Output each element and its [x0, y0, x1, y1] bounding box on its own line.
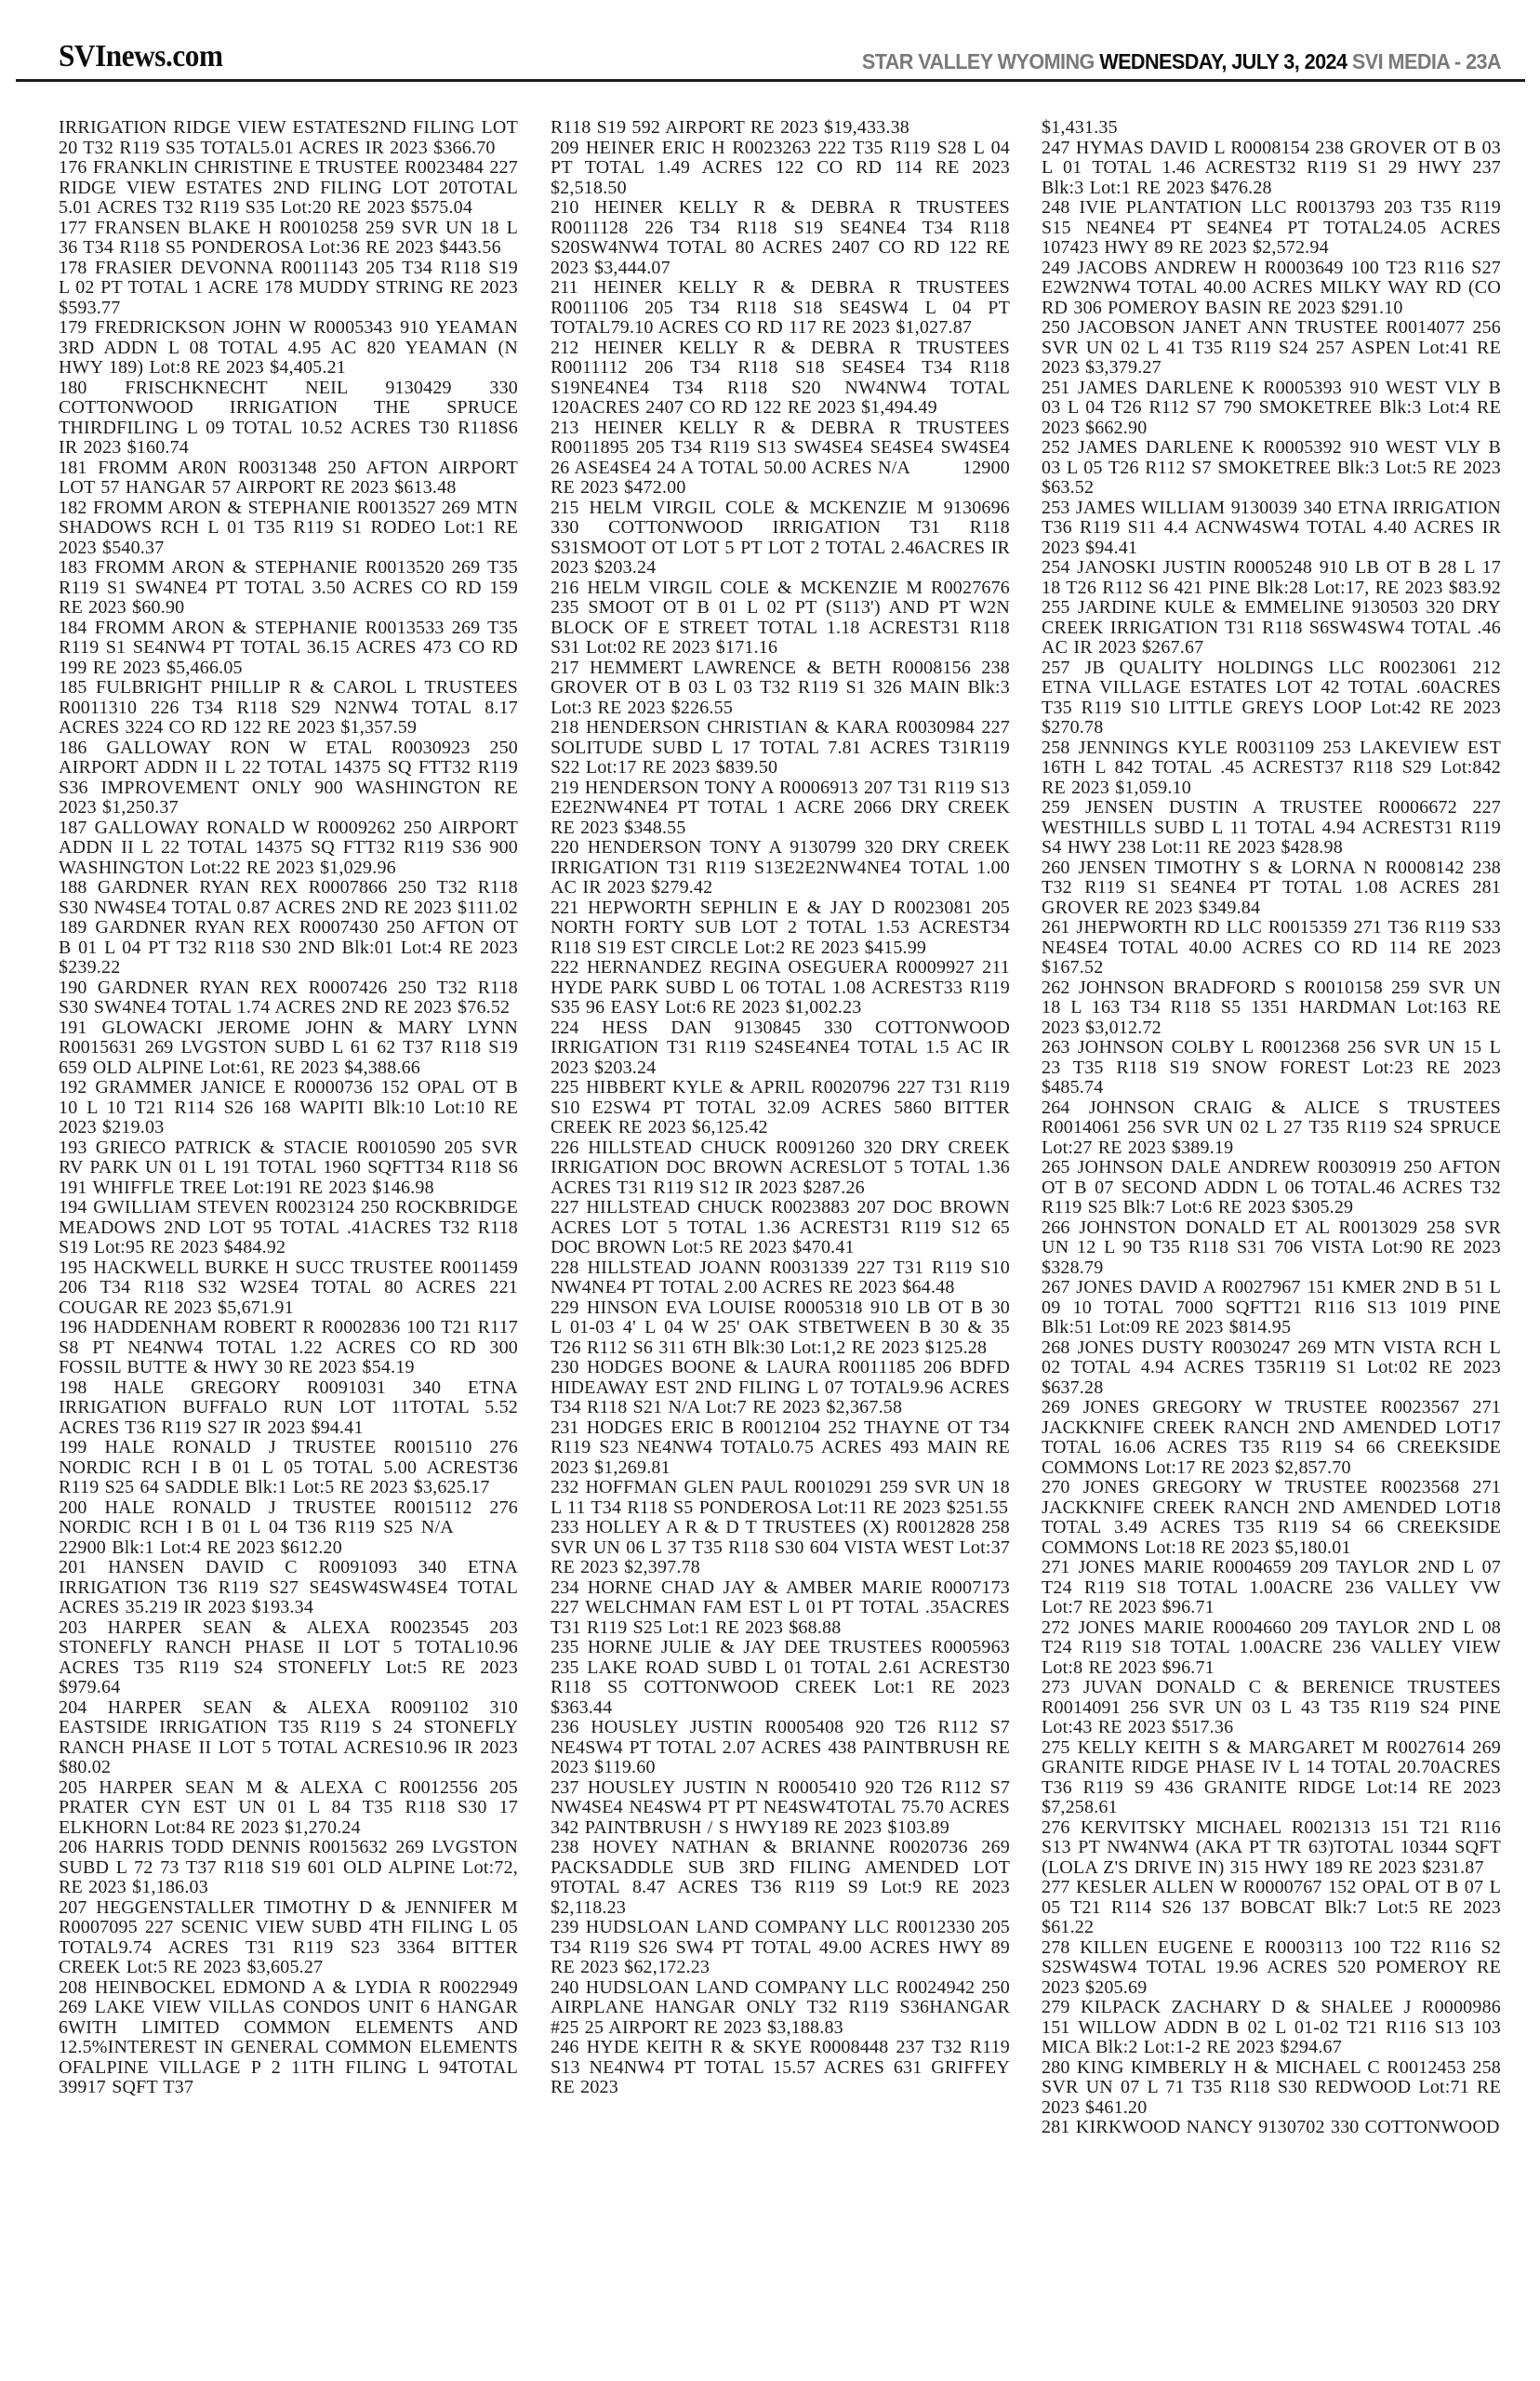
- property-listing-entry: 187 GALLOWAY RONALD W R0009262 250 AIRPORT ADDN II L 22 TOTAL 14375 SQ FTT32 R119 S36 900 WASHINGTON Lot:22 RE 2023 $1,029.96: [59, 817, 518, 878]
- property-listing-entry: 235 HORNE JULIE & JAY DEE TRUSTEES R0005963 235 LAKE ROAD SUBD L 01 TOTAL 2.61 ACREST30 R118 S5 COTTONWOOD CREEK Lot:1 RE 2023 $363.44: [551, 1637, 1010, 1718]
- property-listing-entry: 179 FREDRICKSON JOHN W R0005343 910 YEAMAN 3RD ADDN L 08 TOTAL 4.95 AC 820 YEAMAN (N HWY 189) Lot:8 RE 2023 $4,405.21: [59, 317, 518, 378]
- property-listing-entry: 189 GARDNER RYAN REX R0007430 250 AFTON OT B 01 L 04 PT T32 R118 S30 2ND Blk:01 Lot:4 RE 2023 $239.22: [59, 917, 518, 978]
- property-listing-entry: 228 HILLSTEAD JOANN R0031339 227 T31 R119 S10 NW4NE4 PT TOTAL 2.00 ACRES RE 2023 $64.48: [551, 1257, 1010, 1297]
- property-listing-entry: 206 HARRIS TODD DENNIS R0015632 269 LVGSTON SUBD L 72 73 T37 R118 S19 601 OLD ALPINE Lot:72, RE 2023 $1,186.03: [59, 1837, 518, 1897]
- property-listing-entry: 226 HILLSTEAD CHUCK R0091260 320 DRY CREEK IRRIGATION DOC BROWN ACRESLOT 5 TOTAL 1.36 ACRES T31 R119 S12 IR 2023 $287.26: [551, 1137, 1010, 1198]
- property-listing-entry: 246 HYDE KEITH R & SKYE R0008448 237 T32 R119 S13 NE4NW4 PT TOTAL 15.57 ACRES 631 GRIFFEY RE 2023: [551, 2037, 1010, 2097]
- property-listing-entry: 199 HALE RONALD J TRUSTEE R0015110 276 NORDIC RCH I B 01 L 05 TOTAL 5.00 ACREST36 R119 S25 64 SADDLE Blk:1 Lot:5 RE 2023 $3,625.17: [59, 1437, 518, 1497]
- property-listing-entry: 212 HEINER KELLY R & DEBRA R TRUSTEES R0011112 206 T34 R118 S18 SE4SE4 T34 R118 S19NE4NE4 T34 R118 S20 NW4NW4 TOTAL 120ACRES 2407 CO RD 122 RE 2023 $1,494.49: [551, 337, 1010, 418]
- property-listing-entry: 275 KELLY KEITH S & MARGARET M R0027614 269 GRANITE RIDGE PHASE IV L 14 TOTAL 20.70ACRES T36 R119 S9 436 GRANITE RIDGE Lot:14 RE 2023 $7,258.61: [1042, 1736, 1501, 1817]
- property-listing-entry: 194 GWILLIAM STEVEN R0023124 250 ROCKBRIDGE MEADOWS 2ND LOT 95 TOTAL .41ACRES T32 R118 S19 Lot:95 RE 2023 $484.92: [59, 1197, 518, 1257]
- property-listing-entry: 234 HORNE CHAD JAY & AMBER MARIE R0007173 227 WELCHMAN FAM EST L 01 PT TOTAL .35ACRES T31 R119 S25 Lot:1 RE 2023 $68.88: [551, 1576, 1010, 1638]
- property-listing-entry: 204 HARPER SEAN & ALEXA R0091102 310 EASTSIDE IRRIGATION T35 R119 S 24 STONEFLY RANCH PHASE II LOT 5 TOTAL ACRES10.96 IR 2023 $80.02: [59, 1696, 518, 1777]
- property-listing-entry: 201 HANSEN DAVID C R0091093 340 ETNA IRRIGATION T36 R119 S27 SE4SW4SW4SE4 TOTAL ACRES 35.219 IR 2023 $193.34: [59, 1557, 518, 1617]
- property-listing-entry: 193 GRIECO PATRICK & STACIE R0010590 205 SVR RV PARK UN 01 L 191 TOTAL 1960 SQFTT34 R118 S6 191 WHIFFLE TREE Lot:191 RE 2023 $146.98: [59, 1137, 518, 1198]
- masthead-location: STAR VALLEY WYOMING: [861, 49, 1100, 73]
- property-listing-entry: 216 HELM VIRGIL COLE & MCKENZIE M R0027676 235 SMOOT OT B 01 L 02 PT (S113') AND PT W2N BLOCK OF E STREET TOTAL 1.18 ACREST31 R118 S31 Lot:02 RE 2023 $171.16: [551, 577, 1010, 658]
- property-listing-entry: 279 KILPACK ZACHARY D & SHALEE J R0000986 151 WILLOW ADDN B 02 L 01-02 T21 R116 S13 103 MICA Blk:2 Lot:1-2 RE 2023 $294.67: [1042, 1997, 1501, 2057]
- property-listing-entry: 247 HYMAS DAVID L R0008154 238 GROVER OT B 03 L 01 TOTAL 1.46 ACREST32 R119 S1 29 HWY 237 Blk:3 Lot:1 RE 2023 $476.28: [1042, 137, 1501, 198]
- property-listing-entry: 259 JENSEN DUSTIN A TRUSTEE R0006672 227 WESTHILLS SUBD L 11 TOTAL 4.94 ACREST31 R119 S4 HWY 238 Lot:11 RE 2023 $428.98: [1042, 797, 1501, 858]
- property-listing-entry: 221 HEPWORTH SEPHLIN E & JAY D R0023081 205 NORTH FORTY SUB LOT 2 TOTAL 1.53 ACREST34 R118 S19 EST CIRCLE Lot:2 RE 2023 $415.99: [551, 897, 1010, 958]
- property-listing-entry: 270 JONES GREGORY W TRUSTEE R0023568 271 JACKKNIFE CREEK RANCH 2ND AMENDED LOT18 TOTAL 3.49 ACRES T35 R119 S4 66 CREEKSIDE COMMONS Lot:18 RE 2023 $5,180.01: [1042, 1477, 1501, 1558]
- property-listing-entry: 266 JOHNSTON DONALD ET AL R0013029 258 SVR UN 12 L 90 T35 R118 S31 706 VISTA Lot:90 RE 2023 $328.79: [1042, 1217, 1501, 1278]
- property-listing-entry: 252 JAMES DARLENE K R0005392 910 WEST VLY B 03 L 05 T26 R112 S7 SMOKETREE Blk:3 Lot:5 RE 2023 $63.52: [1042, 437, 1501, 498]
- property-listing-entry: 209 HEINER ERIC H R0023263 222 T35 R119 S28 L 04 PT TOTAL 1.49 ACRES 122 CO RD 114 RE 2023 $2,518.50: [551, 137, 1010, 198]
- property-listing-entry: 220 HENDERSON TONY A 9130799 320 DRY CREEK IRRIGATION T31 R119 S13E2E2NW4NE4 TOTAL 1.00 AC IR 2023 $279.42: [551, 837, 1010, 898]
- property-listing-entry: 184 FROMM ARON & STEPHANIE R0013533 269 T35 R119 S1 SE4NW4 PT TOTAL 36.15 ACRES 473 CO RD 199 RE 2023 $5,466.05: [59, 617, 518, 678]
- property-listing-entry: 181 FROMM AR0N R0031348 250 AFTON AIRPORT LOT 57 HANGAR 57 AIRPORT RE 2023 $613.48: [59, 457, 518, 498]
- property-listing-entry: 185 FULBRIGHT PHILLIP R & CAROL L TRUSTEES R0011310 226 T34 R118 S29 N2NW4 TOTAL 8.17 ACRES 3224 CO RD 122 RE 2023 $1,357.59: [59, 677, 518, 738]
- property-listing-entry: 250 JACOBSON JANET ANN TRUSTEE R0014077 256 SVR UN 02 L 41 T35 R119 S24 257 ASPEN Lot:41 RE 2023 $3,379.27: [1042, 317, 1501, 378]
- property-listing-entry: 217 HEMMERT LAWRENCE & BETH R0008156 238 GROVER OT B 03 L 03 T32 R119 S1 326 MAIN Blk:3 Lot:3 RE 2023 $226.55: [551, 657, 1010, 718]
- property-listing-entry: 230 HODGES BOONE & LAURA R0011185 206 BDFD HIDEAWAY EST 2ND FILING L 07 TOTAL9.96 ACRES T34 R118 S21 N/A Lot:7 RE 2023 $2,367.58: [551, 1357, 1010, 1417]
- property-listing-entry: 198 HALE GREGORY R0091031 340 ETNA IRRIGATION BUFFALO RUN LOT 11TOTAL 5.52 ACRES T36 R119 S27 IR 2023 $94.41: [59, 1377, 518, 1438]
- property-listing-entry: 190 GARDNER RYAN REX R0007426 250 T32 R118 S30 SW4NE4 TOTAL 1.74 ACRES 2ND RE 2023 $76.52: [59, 977, 518, 1018]
- property-listing-entry: 207 HEGGENSTALLER TIMOTHY D & JENNIFER M R0007095 227 SCENIC VIEW SUBD 4TH FILING L 05 TOTAL9.74 ACRES T31 R119 S23 3364 BITTER CREEK Lot:5 RE 2023 $3,605.27: [59, 1896, 518, 1977]
- property-listing-entry: 268 JONES DUSTY R0030247 269 MTN VISTA RCH L 02 TOTAL 4.94 ACRES T35R119 S1 Lot:02 RE 2023 $637.28: [1042, 1337, 1501, 1398]
- listings-column-1: [59, 118, 518, 2098]
- property-listing-entry: 249 JACOBS ANDREW H R0003649 100 T23 R116 S27 E2W2NW4 TOTAL 40.00 ACRES MILKY WAY RD (CO RD 306 POMEROY BASIN RE 2023 $291.10: [1042, 257, 1501, 318]
- property-listing-entry: $1,431.35: [1042, 117, 1118, 138]
- property-listing-entry: 180 FRISCHKNECHT NEIL 9130429 330 COTTONWOOD IRRIGATION THE SPRUCE THIRDFILING L 09 TOTAL 10.52 ACRES T30 R118S6 IR 2023 $160.74: [59, 377, 518, 458]
- masthead-edition: SVI MEDIA - 23A: [1347, 49, 1501, 73]
- property-listing-entry: 269 JONES GREGORY W TRUSTEE R0023567 271 JACKKNIFE CREEK RANCH 2ND AMENDED LOT17 TOTAL 16.06 ACRES T35 R119 S4 66 CREEKSIDE COMMONS Lot:17 RE 2023 $2,857.70: [1042, 1397, 1501, 1478]
- property-listing-entry: 263 JOHNSON COLBY L R0012368 256 SVR UN 15 L 23 T35 R118 S19 SNOW FOREST Lot:23 RE 2023 $485.74: [1042, 1037, 1501, 1097]
- property-listing-entry: 231 HODGES ERIC B R0012104 252 THAYNE OT T34 R119 S23 NE4NW4 TOTAL0.75 ACRES 493 MAIN RE 2023 $1,269.81: [551, 1417, 1010, 1478]
- property-listing-entry: 281 KIRKWOOD NANCY 9130702 330 COTTONWOOD: [1042, 2117, 1500, 2137]
- masthead: [16, 0, 1525, 82]
- property-listing-entry: 251 JAMES DARLENE K R0005393 910 WEST VLY B 03 L 04 T26 R112 S7 790 SMOKETREE Blk:3 Lot:4 RE 2023 $662.90: [1042, 377, 1501, 438]
- property-listing-entry: 195 HACKWELL BURKE H SUCC TRUSTEE R0011459 206 T34 R118 S32 W2SE4 TOTAL 80 ACRES 221 COUGAR RE 2023 $5,671.91: [59, 1257, 518, 1318]
- property-listing-entry: R118 S19 592 AIRPORT RE 2023 $19,433.38: [551, 117, 909, 138]
- listings-column-3: [1042, 118, 1501, 2138]
- property-listing-entry: 218 HENDERSON CHRISTIAN & KARA R0030984 227 SOLITUDE SUBD L 17 TOTAL 7.81 ACRES T31R119 S22 Lot:17 RE 2023 $839.50: [551, 717, 1010, 778]
- property-listing-entry: 277 KESLER ALLEN W R0000767 152 OPAL OT B 07 L 05 T21 R114 S26 137 BOBCAT Blk:7 Lot:5 RE 2023 $61.22: [1042, 1877, 1501, 1937]
- listings-column-2: [551, 118, 1010, 2098]
- property-listing-entry: 222 HERNANDEZ REGINA OSEGUERA R0009927 211 HYDE PARK SUBD L 06 TOTAL 1.08 ACREST33 R119 S35 96 EASY Lot:6 RE 2023 $1,002.23: [551, 957, 1010, 1018]
- property-listing-entry: 205 HARPER SEAN M & ALEXA C R0012556 205 PRATER CYN EST UN 01 L 84 T35 R118 S30 17 ELKHORN Lot:84 RE 2023 $1,270.24: [59, 1776, 518, 1838]
- property-listing-entry: 261 JHEPWORTH RD LLC R0015359 271 T36 R119 S33 NE4SE4 TOTAL 40.00 ACRES CO RD 114 RE 2023 $167.52: [1042, 917, 1501, 978]
- property-listing-entry: 267 JONES DAVID A R0027967 151 KMER 2ND B 51 L 09 10 TOTAL 7000 SQFTT21 R116 S13 1019 PINE Blk:51 Lot:09 RE 2023 $814.95: [1042, 1277, 1501, 1337]
- property-listing-entry: 227 HILLSTEAD CHUCK R0023883 207 DOC BROWN ACRES LOT 5 TOTAL 1.36 ACREST31 R119 S12 65 DOC BROWN Lot:5 RE 2023 $470.41: [551, 1197, 1010, 1257]
- property-listing-entry: 264 JOHNSON CRAIG & ALICE S TRUSTEES R0014061 256 SVR UN 02 L 27 T35 R119 S24 SPRUCE Lot:27 RE 2023 $389.19: [1042, 1097, 1501, 1158]
- property-listing-entry: 196 HADDENHAM ROBERT R R0002836 100 T21 R117 S8 PT NE4NW4 TOTAL 1.22 ACRES CO RD 300 FOSSIL BUTTE & HWY 30 RE 2023 $54.19: [59, 1317, 518, 1377]
- property-listing-entry: 238 HOVEY NATHAN & BRIANNE R0020736 269 PACKSADDLE SUB 3RD FILING AMENDED LOT 9TOTAL 8.47 ACRES T36 R119 S9 Lot:9 RE 2023 $2,118.23: [551, 1837, 1010, 1918]
- property-listing-entry: 273 JUVAN DONALD C & BERENICE TRUSTEES R0014091 256 SVR UN 03 L 43 T35 R119 S24 PINE Lot:43 RE 2023 $517.36: [1042, 1677, 1501, 1737]
- property-listing-entry: 233 HOLLEY A R & D T TRUSTEES (X) R0012828 258 SVR UN 06 L 37 T35 R118 S30 604 VISTA WEST Lot:37 RE 2023 $2,397.78: [551, 1517, 1010, 1577]
- property-listing-entry: 215 HELM VIRGIL COLE & MCKENZIE M 9130696 330 COTTONWOOD IRRIGATION T31 R118 S31SMOOT OT LOT 5 PT LOT 2 TOTAL 2.46ACRES IR 2023 $203.24: [551, 497, 1010, 578]
- property-listing-entry: 257 JB QUALITY HOLDINGS LLC R0023061 212 ETNA VILLAGE ESTATES LOT 42 TOTAL .60ACRES T35 R119 S10 LITTLE GREYS LOOP Lot:42 RE 2023 $270.78: [1042, 657, 1501, 738]
- property-listing-entry: 272 JONES MARIE R0004660 209 TAYLOR 2ND L 08 T24 R119 S18 TOTAL 1.00ACRE 236 VALLEY VIEW Lot:8 RE 2023 $96.71: [1042, 1616, 1501, 1678]
- property-listing-entry: 188 GARDNER RYAN REX R0007866 250 T32 R118 S30 NW4SE4 TOTAL 0.87 ACRES 2ND RE 2023 $111.02: [59, 877, 518, 918]
- property-listing-entry: 229 HINSON EVA LOUISE R0005318 910 LB OT B 30 L 01-03 4' L 04 W 25' OAK STBETWEEN B 30 & 35 T26 R112 S6 311 6TH Blk:30 Lot:1,2 RE 2023 $125.28: [551, 1297, 1010, 1358]
- property-listing-entry: 176 FRANKLIN CHRISTINE E TRUSTEE R0023484 227 RIDGE VIEW ESTATES 2ND FILING LOT 20TOTAL 5.01 ACRES T32 R119 S35 Lot:20 RE 2023 $575.04: [59, 157, 518, 218]
- property-listing-entry: 210 HEINER KELLY R & DEBRA R TRUSTEES R0011128 226 T34 R118 S19 SE4NE4 T34 R118 S20SW4NW4 TOTAL 80 ACRES 2407 CO RD 122 RE 2023 $3,444.07: [551, 197, 1010, 278]
- masthead-dateline: [862, 49, 1501, 74]
- property-listing-entry: 225 HIBBERT KYLE & APRIL R0020796 227 T31 R119 S10 E2SW4 PT TOTAL 32.09 ACRES 5860 BITTER CREEK RE 2023 $6,125.42: [551, 1077, 1010, 1137]
- property-listing-entry: 208 HEINBOCKEL EDMOND A & LYDIA R R0022949 269 LAKE VIEW VILLAS CONDOS UNIT 6 HANGAR 6WITH LIMITED COMMON ELEMENTS AND 12.5%INTEREST IN GENERAL COMMON ELEMENTS OFALPINE VILLAGE P 2 11TH FILING L 94TOTAL 39917 SQFT T37: [59, 1976, 518, 2097]
- property-listing-entry: 239 HUDSLOAN LAND COMPANY LLC R0012330 205 T34 R119 S26 SW4 PT TOTAL 49.00 ACRES HWY 89 RE 2023 $62,172.23: [551, 1917, 1010, 1977]
- property-listing-entry: 200 HALE RONALD J TRUSTEE R0015112 276 NORDIC RCH I B 01 L 04 T36 R119 S25 N/A 22900 Blk:1 Lot:4 RE 2023 $612.20: [59, 1496, 518, 1558]
- property-listing-entry: 224 HESS DAN 9130845 330 COTTONWOOD IRRIGATION T31 R119 S24SE4NE4 TOTAL 1.5 AC IR 2023 $203.24: [551, 1017, 1010, 1078]
- property-listing-entry: 182 FROMM ARON & STEPHANIE R0013527 269 MTN SHADOWS RCH L 01 T35 R119 S1 RODEO Lot:1 RE 2023 $540.37: [59, 497, 518, 558]
- property-listing-entry: 258 JENNINGS KYLE R0031109 253 LAKEVIEW EST 16TH L 842 TOTAL .45 ACREST37 R118 S29 Lot:842 RE 2023 $1,059.10: [1042, 737, 1501, 798]
- property-listing-entry: 278 KILLEN EUGENE E R0003113 100 T22 R116 S2 S2SW4SW4 TOTAL 19.96 ACRES 520 POMEROY RE 2023 $205.69: [1042, 1936, 1501, 1998]
- property-listing-entry: 253 JAMES WILLIAM 9130039 340 ETNA IRRIGATION T36 R119 S11 4.4 ACNW4SW4 TOTAL 4.40 ACRES IR 2023 $94.41: [1042, 497, 1501, 558]
- property-listing-entry: 213 HEINER KELLY R & DEBRA R TRUSTEES R0011895 205 T34 R119 S13 SW4SE4 SE4SE4 SW4SE4 26 ASE4SE4 24 A TOTAL 50.00 ACRES N/A 12900 RE 2023 $472.00: [551, 417, 1010, 498]
- property-listing-entry: 211 HEINER KELLY R & DEBRA R TRUSTEES R0011106 205 T34 R118 S18 SE4SW4 L 04 PT TOTAL79.10 ACRES CO RD 117 RE 2023 $1,027.87: [551, 277, 1010, 338]
- masthead-date: WEDNESDAY, JULY 3, 2024: [1099, 49, 1348, 73]
- property-listing-entry: 191 GLOWACKI JEROME JOHN & MARY LYNN R0015631 269 LVGSTON SUBD L 61 62 T37 R118 S19 659 OLD ALPINE Lot:61, RE 2023 $4,388.66: [59, 1017, 518, 1078]
- property-listing-entry: 255 JARDINE KULE & EMMELINE 9130503 320 DRY CREEK IRRIGATION T31 R118 S6SW4SW4 TOTAL .46 AC IR 2023 $267.67: [1042, 597, 1501, 658]
- property-listing-entry: 271 JONES MARIE R0004659 209 TAYLOR 2ND L 07 T24 R119 S18 TOTAL 1.00ACRE 236 VALLEY VW Lot:7 RE 2023 $96.71: [1042, 1557, 1501, 1617]
- property-listing-entry: 260 JENSEN TIMOTHY S & LORNA N R0008142 238 T32 R119 S1 SE4NE4 PT TOTAL 1.08 ACRES 281 GROVER RE 2023 $349.84: [1042, 857, 1501, 918]
- property-listing-entry: 254 JANOSKI JUSTIN R0005248 910 LB OT B 28 L 17 18 T26 R112 S6 421 PINE Blk:28 Lot:17, RE 2023 $83.92: [1042, 557, 1501, 598]
- property-listing-entry: 219 HENDERSON TONY A R0006913 207 T31 R119 S13 E2E2NW4NE4 PT TOTAL 1 ACRE 2066 DRY CREEK RE 2023 $348.55: [551, 777, 1010, 838]
- site-title: SVInews.com: [59, 39, 223, 73]
- property-listing-entry: 186 GALLOWAY RON W ETAL R0030923 250 AIRPORT ADDN II L 22 TOTAL 14375 SQ FTT32 R119 S36 IMPROVEMENT ONLY 900 WASHINGTON RE 2023 $1,250.37: [59, 737, 518, 818]
- property-listing-entry: 248 IVIE PLANTATION LLC R0013793 203 T35 R119 S15 NE4NE4 PT SE4NE4 PT TOTAL24.05 ACRES 107423 HWY 89 RE 2023 $2,572.94: [1042, 197, 1501, 258]
- property-listing-entry: 203 HARPER SEAN & ALEXA R0023545 203 STONEFLY RANCH PHASE II LOT 5 TOTAL10.96 ACRES T35 R119 S24 STONEFLY Lot:5 RE 2023 $979.64: [59, 1616, 518, 1697]
- property-listing-entry: 280 KING KIMBERLY H & MICHAEL C R0012453 258 SVR UN 07 L 71 T35 R118 S30 REDWOOD Lot:71 RE 2023 $461.20: [1042, 2056, 1501, 2118]
- property-listing-entry: 183 FROMM ARON & STEPHANIE R0013520 269 T35 R119 S1 SW4NE4 PT TOTAL 3.50 ACRES CO RD 159 RE 2023 $60.90: [59, 557, 518, 618]
- property-listing-entry: 236 HOUSLEY JUSTIN R0005408 920 T26 R112 S7 NE4SW4 PT TOTAL 2.07 ACRES 438 PAINTBRUSH RE 2023 $119.60: [551, 1717, 1010, 1777]
- property-listing-entry: 232 HOFFMAN GLEN PAUL R0010291 259 SVR UN 18 L 11 T34 R118 S5 PONDEROSA Lot:11 RE 2023 $251.55: [551, 1477, 1010, 1518]
- property-listing-entry: 262 JOHNSON BRADFORD S R0010158 259 SVR UN 18 L 163 T34 R118 S5 1351 HARDMAN Lot:163 RE 2023 $3,012.72: [1042, 977, 1501, 1038]
- property-listing-entry: 240 HUDSLOAN LAND COMPANY LLC R0024942 250 AIRPLANE HANGAR ONLY T32 R119 S36HANGAR #25 25 AIRPORT RE 2023 $3,188.83: [551, 1976, 1010, 2038]
- property-listing-entry: 276 KERVITSKY MICHAEL R0021313 151 T21 R116 S13 PT NW4NW4 (AKA PT TR 63)TOTAL 10344 SQFT (LOLA Z'S DRIVE IN) 315 HWY 189 RE 2023 $231.87: [1042, 1816, 1501, 1878]
- property-listing-entry: 265 JOHNSON DALE ANDREW R0030919 250 AFTON OT B 07 SECOND ADDN L 06 TOTAL.46 ACRES T32 R119 S25 Blk:7 Lot:6 RE 2023 $305.29: [1042, 1157, 1501, 1217]
- property-listing-entry: 177 FRANSEN BLAKE H R0010258 259 SVR UN 18 L 36 T34 R118 S5 PONDEROSA Lot:36 RE 2023 $443.56: [59, 217, 518, 258]
- property-listing-entry: 178 FRASIER DEVONNA R0011143 205 T34 R118 S19 L 02 PT TOTAL 1 ACRE 178 MUDDY STRING RE 2023 $593.77: [59, 257, 518, 318]
- property-listing-entry: IRRIGATION RIDGE VIEW ESTATES2ND FILING LOT 20 T32 R119 S35 TOTAL5.01 ACRES IR 2023 $366.70: [59, 117, 518, 158]
- property-listing-entry: 192 GRAMMER JANICE E R0000736 152 OPAL OT B 10 L 10 T21 R114 S26 168 WAPITI Blk:10 Lot:10 RE 2023 $219.03: [59, 1077, 518, 1137]
- property-listing-entry: 237 HOUSLEY JUSTIN N R0005410 920 T26 R112 S7 NW4SE4 NE4SW4 PT PT NE4SW4TOTAL 75.70 ACRES 342 PAINTBRUSH / S HWY189 RE 2023 $103.89: [551, 1776, 1010, 1838]
